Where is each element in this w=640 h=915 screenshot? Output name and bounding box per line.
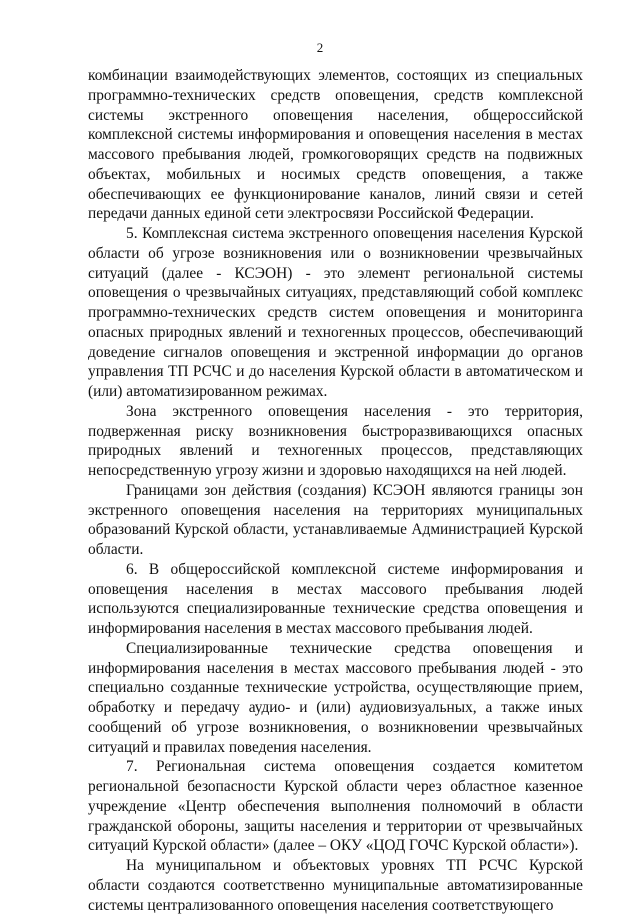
paragraph: 5. Комплексная система экстренного оповещения населения Курской области об угрозе возникновения или о возникновении чрезвычайных ситуаций (далее - КСЭОН) - это элемент региональной системы оповещения о чрезвычайных ситуациях, представляющий собой комплекс программно-технических средств систем оповещения и мониторинга опасных природных явлений и техногенных процессов, обеспечивающий доведение сигналов оповещения и экстренной информации до органов управления ТП РСЧС и до населения Курской области в автоматическом и (или) автоматизированном режимах. bbox=[88, 225, 583, 400]
paragraph: комбинации взаимодействующих элементов, состоящих из специальных программно-технических средств оповещения, средств комплексной системы экстренного оповещения населения, общероссийской комплексной системы информирования и оповещения населения в местах массового пребывания людей, громкоговорящих средств на подвижных объектах, мобильных и носимых средств оповещения, а также обеспечивающих ее функционирование каналов, линий связи и сетей передачи данных единой сети электросвязи Российской Федерации. bbox=[88, 67, 583, 223]
paragraph: Зона экстренного оповещения населения - это территория, подверженная риску возникновения быстроразвивающихся опасных природных явлений и техногенных процессов, представляющих непосредственную угрозу жизни и здоровью находящихся на ней людей. bbox=[88, 402, 583, 479]
paragraph: Специализированные технические средства оповещения и информирования населения в местах массового пребывания людей - это специально созданные технические устройства, осуществляющие прием, обработку и передачу аудио- и (или) аудиовизуальных, а также иных сообщений об угрозе возникновения, о возникновении чрезвычайных ситуаций и правилах поведения населения. bbox=[88, 639, 583, 756]
paragraph: 6. В общероссийской комплексной системе информирования и оповещения населения в местах массового пребывания людей используются специализированные технические средства оповещения и информирования населения в местах массового пребывания людей. bbox=[88, 560, 583, 637]
paragraph: Границами зон действия (создания) КСЭОН являются границы зон экстренного оповещения населения на территориях муниципальных образований Курской области, устанавливаемые Администрацией Курской области. bbox=[88, 481, 583, 558]
page-number: 2 bbox=[316, 40, 324, 55]
paragraph: 7. Региональная система оповещения создается комитетом региональной безопасности Курской области через областное казенное учреждение «Центр обеспечения выполнения полномочий в области гражданской обороны, защиты населения и территории от чрезвычайных ситуаций Курской области» (далее – ОКУ «ЦОД ГОЧС Курской области»). bbox=[88, 758, 583, 855]
paragraph: На муниципальном и объектовых уровнях ТП РСЧС Курской области создаются соответственно муниципальные автоматизированные системы централизованного оповещения населения соответствующего bbox=[88, 857, 583, 914]
document-body bbox=[88, 66, 583, 915]
